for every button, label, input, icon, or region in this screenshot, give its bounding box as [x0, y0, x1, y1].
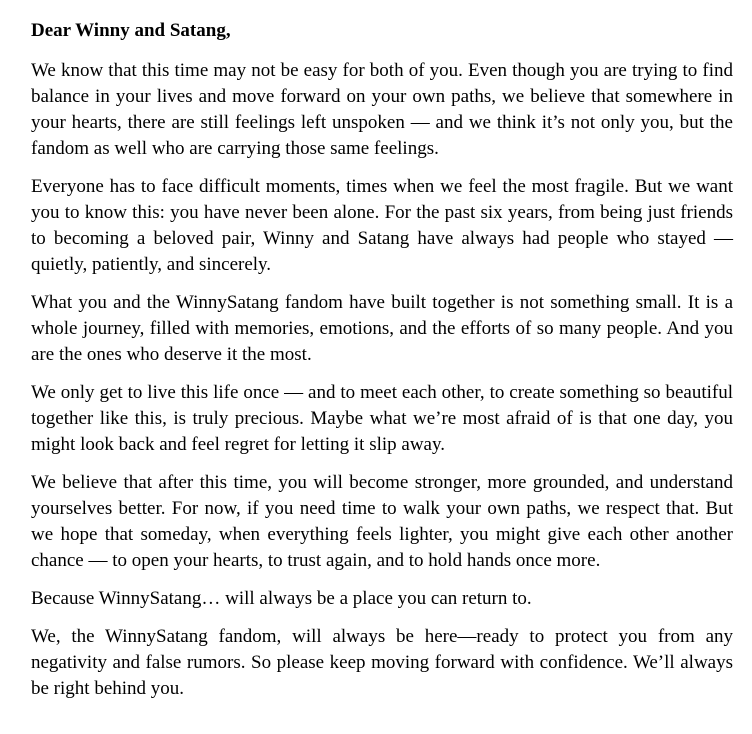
paragraph-6: Because WinnySatang… will always be a place you can return to.: [31, 588, 532, 609]
paragraph-1: We know that this time may not be easy for both of you. Even though you are trying to find balance in your lives and move forward on your own paths, we believe that somewhere in your hearts, there are still feelings left unspoken — and we think it’s not only you, but the fandom as well who are carrying those same feelings.: [31, 60, 733, 159]
letter-body: [31, 16, 733, 702]
paragraph-5: We believe that after this time, you will become stronger, more grounded, and understand yourselves better. For now, if you need time to walk your own paths, we respect that. But we hope that someday, when everything feels lighter, you might give each other another chance — to open your hearts, to trust again, and to hold hands once more.: [31, 472, 733, 571]
paragraph-7: We, the WinnySatang fandom, will always be here—ready to protect you from any negativity and false rumors. So please keep moving forward with confidence. We’ll always be right behind you.: [31, 626, 733, 699]
paragraph-3: What you and the WinnySatang fandom have built together is not something small. It is a whole journey, filled with memories, emotions, and the efforts of so many people. And you are the ones who deserve it the most.: [31, 292, 733, 365]
paragraph-4: We only get to live this life once — and to meet each other, to create something so beautiful together like this, is truly precious. Maybe what we’re most afraid of is that one day, you might look back and feel regret for letting it slip away.: [31, 382, 733, 455]
paragraph-2: Everyone has to face difficult moments, times when we feel the most fragile. But we want you to know this: you have never been alone. For the past six years, from being just friends to becoming a beloved pair, Winny and Satang have always had people who stayed — quietly, patiently, and sincerely.: [31, 176, 733, 275]
salutation: Dear Winny and Satang,: [31, 20, 231, 41]
